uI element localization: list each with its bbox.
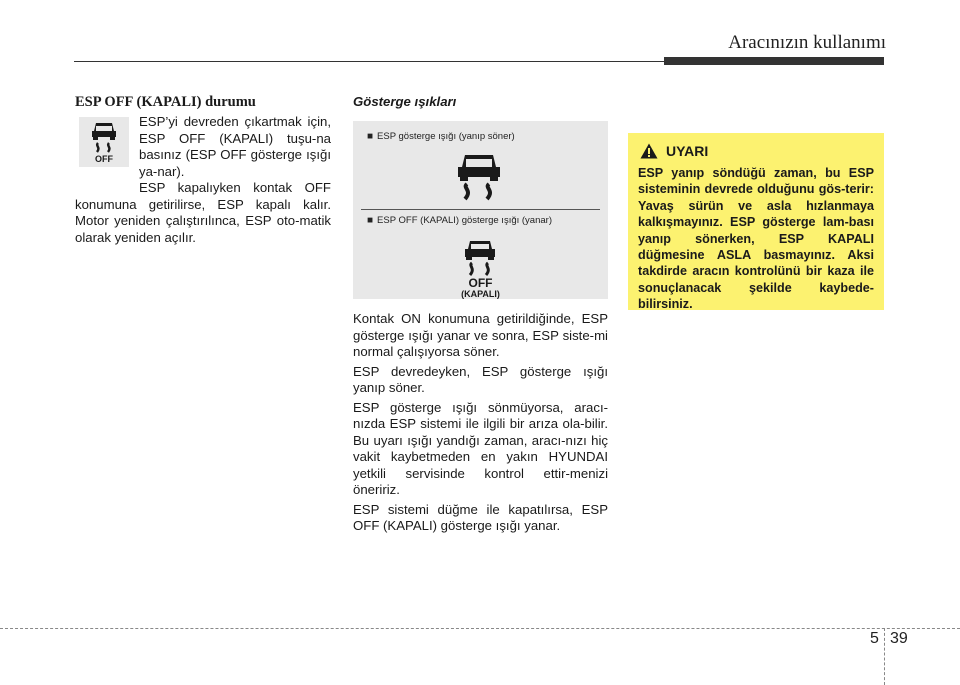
footer-divider	[884, 628, 885, 685]
warning-title: UYARI	[666, 143, 709, 159]
warning-box	[628, 133, 884, 310]
column-indicators	[353, 94, 608, 538]
indicator-divider	[361, 209, 600, 210]
page-header-title: Aracınızın kullanımı	[728, 32, 886, 53]
paragraph: ESP devredeyken, ESP gösterge ışığı yanıp söner.	[353, 363, 608, 395]
indicator-caption-esp	[367, 131, 515, 142]
column-esp-off	[75, 94, 331, 246]
indicator-caption-esp-off	[367, 215, 552, 226]
esp-off-indicator-icon	[461, 239, 499, 277]
paragraph: Kontak ON konumuna getirildiğinde, ESP gösterge ışığı yanar ve sonra, ESP siste-mi normal çalışıyorsa söner.	[353, 311, 608, 359]
paragraph: ESP’yi devreden çıkartmak için, ESP OFF (KAPALI) tuşu-na basınız (ESP OFF gösterge ışığı ya-nar).	[139, 114, 331, 179]
esp-off-icon-label: OFF	[95, 154, 113, 164]
indicator-text	[353, 311, 608, 535]
indicator-box	[353, 121, 608, 299]
page-number: 39	[890, 630, 908, 647]
bullet: ■	[367, 131, 374, 142]
kapali-label: (KAPALI)	[461, 289, 500, 299]
caption-text: ESP gösterge ışığı (yanıp söner)	[377, 131, 515, 142]
paragraph: ESP sistemi düğme ile kapatılırsa, ESP OFF (KAPALI) gösterge ışığı yanar.	[353, 501, 608, 533]
paragraph: ESP kapalıyken kontak OFF konumuna getirilirse, ESP kapalı kalır. Motor yeniden çalıştırılınca, ESP oto-matik olarak yeniden açılır.	[75, 180, 331, 245]
esp-off-icon	[79, 117, 129, 167]
caption-text: ESP OFF (KAPALI) gösterge ışığı (yanar)	[377, 215, 552, 226]
bullet: ■	[367, 215, 374, 226]
warning-triangle-icon	[640, 143, 658, 159]
warning-header	[640, 143, 874, 159]
header-rule	[74, 61, 664, 62]
section-heading: ESP OFF (KAPALI) durumu	[75, 94, 256, 110]
paragraph: ESP gösterge ışığı sönmüyorsa, aracı-nızda ESP sistemi ile ilgili bir arıza ola-bilir. Bu uyarı ışığı yandığı zaman, aracı-nızı hiç vakit kaybetmeden en yakın HYUNDAI yetkili servisinde kontrol ettir-menizi öneririz.	[353, 399, 608, 497]
warning-text: ESP yanıp söndüğü zaman, bu ESP sisteminin devrede olduğunu gös-terir: Yavaş sürün ve asla hızlanmaya kalkışmayınız. ESP gösterge lam-bası yanıp sönerken, ESP KAPALI düğmesine ASLA basmayınız. Aksi takdirde aracın kontrolünü bir kaza ile sonuçlanacak şekilde kaybede-bilirsiniz.	[638, 166, 874, 312]
off-label: OFF	[468, 276, 493, 290]
esp-indicator-icon	[453, 153, 505, 201]
header-bar	[664, 57, 884, 65]
indicators-subheading: Gösterge ışıkları	[353, 94, 457, 109]
footer-rule	[0, 628, 960, 629]
chapter-number: 5	[870, 630, 879, 647]
